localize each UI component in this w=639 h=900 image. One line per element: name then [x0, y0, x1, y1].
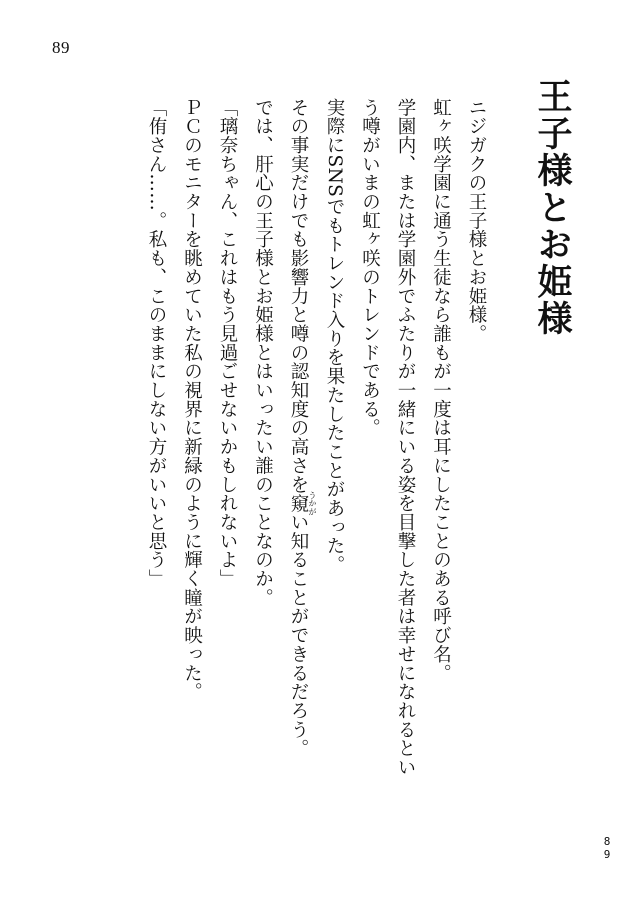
ruby-word: [288, 490, 317, 516]
paragraph-5-part-2: い知ることができるだろう。: [288, 512, 309, 758]
paragraph-1: ニジガクの王子様とお姫様。: [466, 98, 487, 344]
page-number-side-text: 89: [603, 835, 611, 861]
dialogue-1: 「璃奈ちゃん、これはもう見過ごせないかもしれないよ」: [217, 98, 238, 589]
paragraph-6: では、肝心の王子様とお姫様とはいったい誰のことなのか。: [252, 98, 274, 607]
paragraph-7: ＰＣのモニターを眺めていた私の視界に新緑のように輝く瞳が映った。: [181, 98, 203, 702]
paragraph-4: 実際にSNSでもトレンド入りを果たしたことがあった。: [324, 98, 345, 575]
paragraph-2: 虹ヶ咲学園に通う生徒なら誰もが一度は耳にしたことのある呼び名。: [430, 98, 452, 683]
paragraph-5: [281, 98, 317, 858]
dialogue-2: 「侑さん……。私も、このままにしない方がいいと思う」: [146, 98, 167, 589]
page-number-side: [603, 835, 613, 861]
paragraph-3: 学園内、または学園外でふたりが一緒にいる姿を目撃した者は幸せになれるとい: [395, 98, 416, 777]
paragraph-5-part-1: その事実だけでも影響力と噂の認知度の高さを: [288, 98, 309, 494]
paragraph-3-continued: う噂がいまの虹ヶ咲のトレンドである。: [359, 98, 381, 438]
ruby-base: 窺: [288, 490, 309, 516]
body-text: [139, 98, 495, 858]
page-number-top: 89: [52, 38, 70, 57]
ruby-reading: うかが: [308, 490, 317, 516]
chapter-title: 王子様とお姫様: [532, 78, 572, 337]
